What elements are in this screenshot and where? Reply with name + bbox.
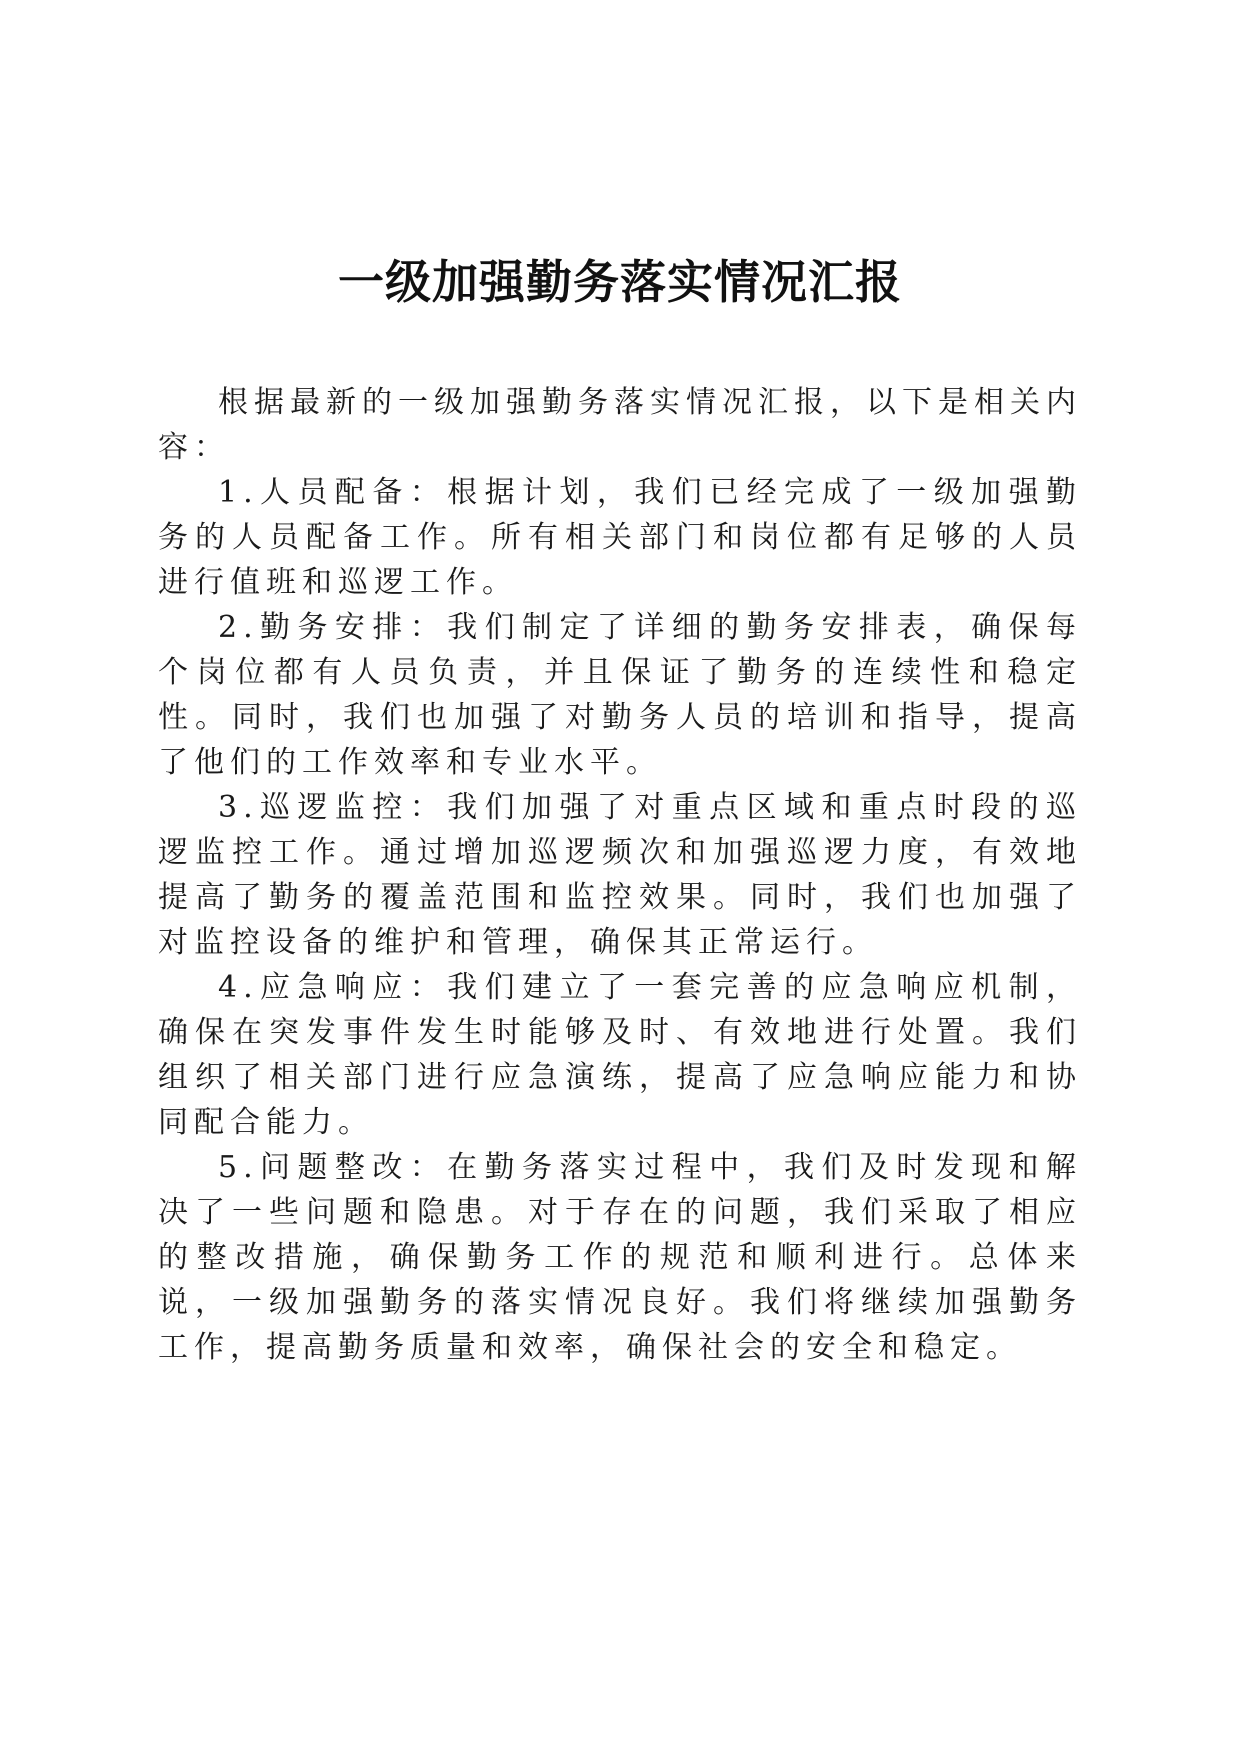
paragraph-staffing: 1.人员配备：根据计划，我们已经完成了一级加强勤务的人员配备工作。所有相关部门和岗位都有足够的人员进行值班和巡逻工作。 (158, 475, 1082, 600)
document-body (158, 380, 1082, 1370)
intro-paragraph: 根据最新的一级加强勤务落实情况汇报，以下是相关内容： (158, 385, 1082, 465)
paragraph-issue-rectification: 5.问题整改：在勤务落实过程中，我们及时发现和解决了一些问题和隐患。对于存在的问题，我们采取了相应的整改措施，确保勤务工作的规范和顺利进行。总体来说，一级加强勤务的落实情况良好。我们将继续加强勤务工作，提高勤务质量和效率，确保社会的安全和稳定。 (158, 1150, 1082, 1365)
document-title: 一级加强勤务落实情况汇报 (338, 255, 902, 309)
paragraph-emergency-response: 4.应急响应：我们建立了一套完善的应急响应机制，确保在突发事件发生时能够及时、有效地进行处置。我们组织了相关部门进行应急演练，提高了应急响应能力和协同配合能力。 (158, 970, 1082, 1140)
paragraph-duty-arrangement: 2.勤务安排：我们制定了详细的勤务安排表，确保每个岗位都有人员负责，并且保证了勤务的连续性和稳定性。同时，我们也加强了对勤务人员的培训和指导，提高了他们的工作效率和专业水平。 (158, 610, 1082, 780)
paragraph-patrol-monitoring: 3.巡逻监控：我们加强了对重点区域和重点时段的巡逻监控工作。通过增加巡逻频次和加强巡逻力度，有效地提高了勤务的覆盖范围和监控效果。同时，我们也加强了对监控设备的维护和管理，确保其正常运行。 (158, 790, 1082, 960)
